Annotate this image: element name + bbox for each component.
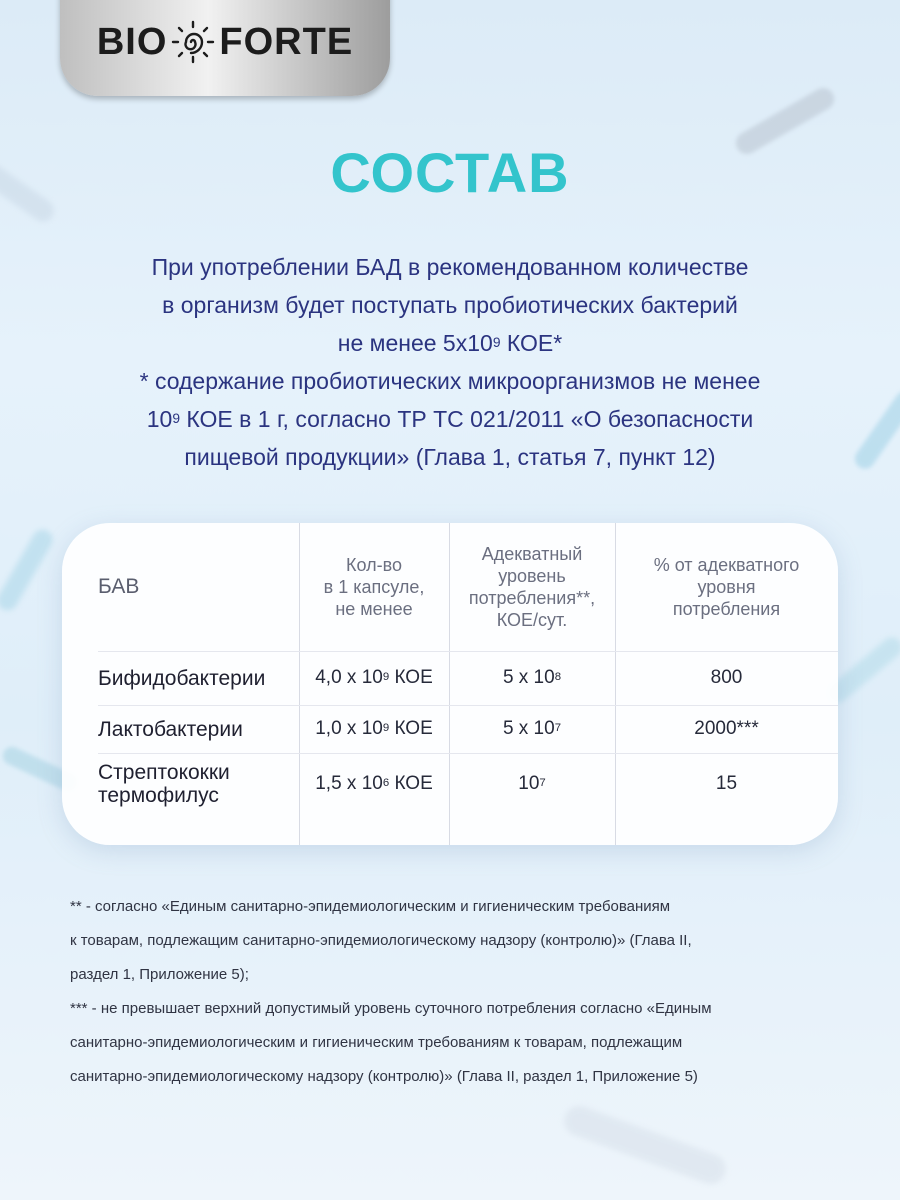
row-quantity: 1,0 х $10^9$ КОЕ — [315, 718, 433, 739]
bacteria-decoration — [851, 387, 900, 472]
row-name: Стрептококки термофилус — [98, 761, 230, 807]
row-level: 5 х $10^8$ — [502, 667, 562, 688]
row-percent: 15 — [715, 773, 738, 794]
footnotes — [70, 890, 840, 1094]
brand-left: BIO — [96, 20, 168, 63]
footnote-line: санитарно-эпидемиологическому надзору (контролю)» (Глава II, раздел 1, Приложение 5) — [70, 1068, 698, 1085]
row-level: 5 х $10^7$ — [502, 718, 562, 739]
intro-line: При употреблении БАД в рекомендованном количестве — [151, 254, 749, 280]
intro-line: пищевой продукции» (Глава 1, статья 7, пункт 12) — [184, 444, 716, 470]
row-name: Лактобактерии — [98, 717, 243, 741]
footnote-line: раздел 1, Приложение 5); — [70, 966, 249, 983]
brand-right: FORTE — [219, 20, 354, 63]
row-quantity: 1,5 х $10^6$ КОЕ — [315, 773, 433, 794]
header-adequate-level: Адекватный уровень потребления**, КОЕ/сут. — [468, 544, 596, 630]
table-row — [62, 705, 838, 753]
table-row — [62, 651, 838, 705]
row-percent: 800 — [710, 667, 743, 688]
row-percent: 2000*** — [694, 718, 759, 739]
spiral-sun-icon — [171, 20, 215, 64]
header-quantity: Кол-во в 1 капсуле, не менее — [323, 555, 425, 619]
composition-table — [62, 523, 838, 815]
header-percent: % от адекватного уровня потребления — [653, 555, 800, 619]
footnote-line: *** - не превышает верхний допустимый уровень суточного потребления согласно «Единым — [70, 1000, 712, 1017]
bacteria-decoration — [560, 1102, 730, 1188]
bacteria-decoration — [0, 526, 56, 614]
composition-table-card — [62, 523, 838, 845]
footnote-line: ** - согласно «Единым санитарно-эпидемиологическим и гигиеническим требованиям — [70, 898, 671, 915]
table-row — [62, 753, 838, 815]
footnote-line: санитарно-эпидемиологическим и гигиеническим требованиям к товарам, подлежащим — [70, 1034, 683, 1051]
row-level: $10^7$ — [518, 773, 546, 794]
table-header-row — [62, 523, 838, 651]
intro-line: $10^9$ КОЕ в 1 г, согласно ТР ТС 021/2011 «О безопасности — [146, 406, 754, 432]
header-bav: БАВ — [98, 575, 140, 598]
row-quantity: 4,0 х $10^9$ КОЕ — [315, 667, 433, 688]
intro-line: * содержание пробиотических микроорганизмов не менее — [139, 368, 761, 394]
brand-logo — [60, 0, 390, 96]
intro-line: в организм будет поступать пробиотических бактерий — [162, 292, 738, 318]
page-title: СОСТАВ — [330, 141, 570, 204]
intro-line: не менее $5х10^9$ КОЕ* — [337, 330, 563, 356]
row-name: Бифидобактерии — [98, 666, 266, 690]
footnote-line: к товарам, подлежащим санитарно-эпидемиологическому надзору (контролю)» (Глава II, — [70, 932, 692, 949]
intro-text — [60, 248, 840, 476]
